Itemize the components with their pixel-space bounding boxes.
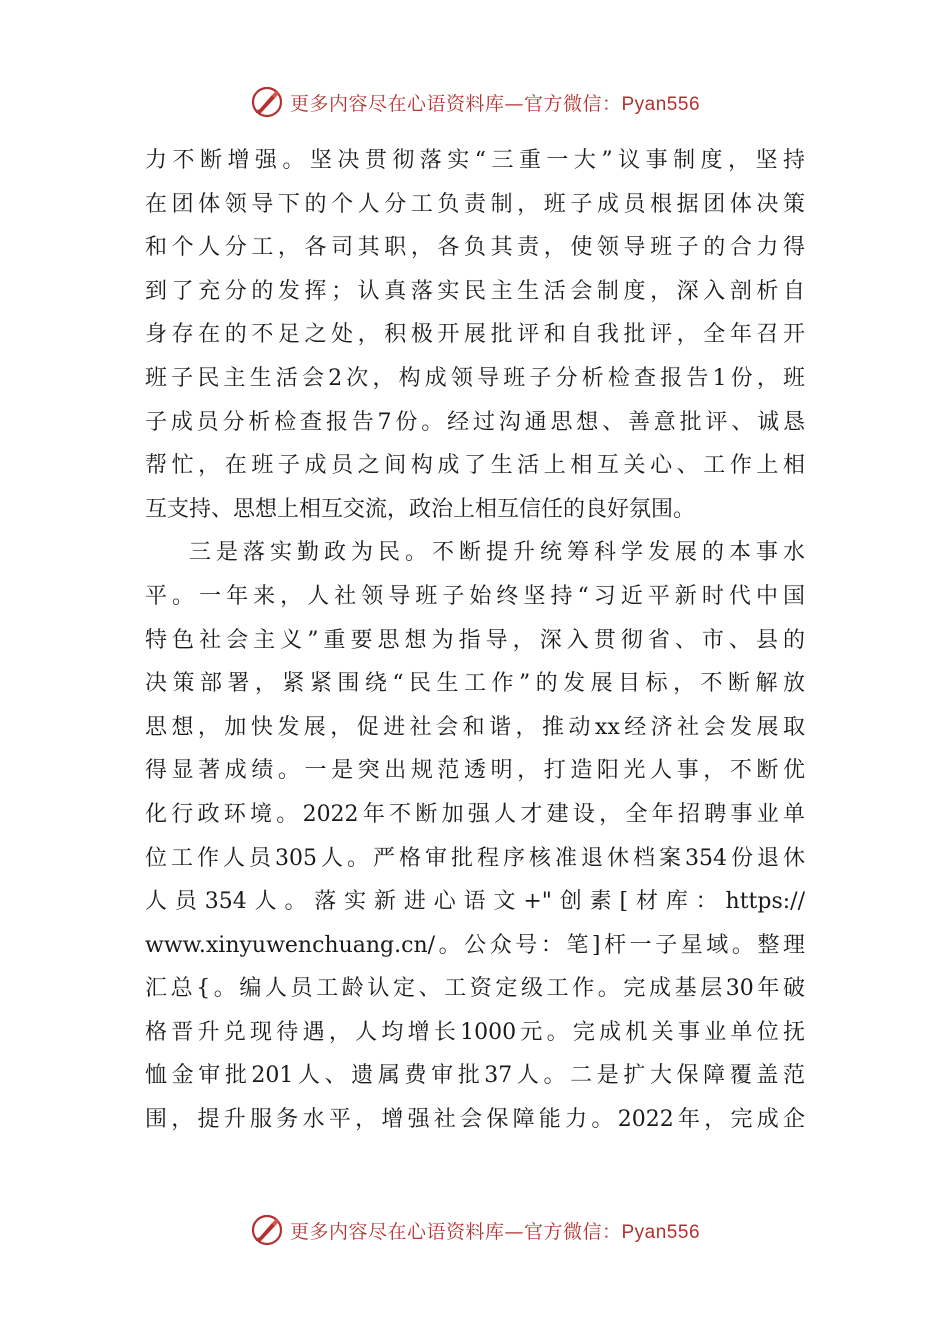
text-line: 汇总{。编人员工龄认定、工资定级工作。完成基层30年破	[145, 976, 805, 1002]
text-line: 和个人分工，各司其职，各负其责，使领导班子的合力得	[145, 235, 805, 261]
text-line: 位工作人员305人。严格审批程序核准退休档案354份退休	[145, 845, 805, 871]
text-line: 身存在的不足之处，积极开展批评和自我批评，全年召开	[145, 322, 805, 348]
text-line: 得显著成绩。一是突出规范透明，打造阳光人事，不断优	[145, 758, 805, 784]
text-line: 班子民主生活会2次，构成领导班子分析检查报告1份，班	[145, 365, 805, 391]
pen-logo-icon	[250, 85, 284, 119]
text-line: 围，提升服务水平，增强社会保障能力。2022年，完成企	[145, 1107, 805, 1133]
text-line: 恤金审批201人、遗属费审批37人。二是扩大保障覆盖范	[145, 1063, 805, 1089]
footer-banner-text: 更多内容尽在心语资料库—官方微信：Pyan556	[289, 1220, 701, 1243]
text-line: 到了充分的发挥；认真落实民主生活会制度，深入剖析自	[145, 278, 805, 304]
text-line: 化行政环境。2022年不断加强人才建设，全年招聘事业单	[145, 801, 805, 827]
header-banner	[0, 80, 950, 124]
header-banner-text: 更多内容尽在心语资料库—官方微信：Pyan556	[289, 92, 701, 115]
text-line: 在团体领导下的个人分工负责制，班子成员根据团体决策	[145, 191, 805, 217]
text-line: 格晋升兑现待遇，人均增长1000元。完成机关事业单位抚	[145, 1019, 805, 1045]
text-line: 特色社会主义”重要思想为指导，深入贯彻省、市、县的	[145, 627, 805, 653]
text-line: 决策部署，紧紧围绕“民生工作”的发展目标，不断解放	[145, 671, 805, 697]
text-line: www.xinyuwenchuang.cn/。公众号：笔]杆一子星域。整理	[145, 932, 805, 958]
document-body	[145, 139, 805, 1142]
text-line: 力不断增强。坚决贯彻落实“三重一大”议事制度，坚持	[145, 148, 805, 173]
text-line: 帮忙，在班子成员之间构成了生活上相互关心、工作上相	[145, 453, 805, 479]
footer-banner	[0, 1208, 950, 1252]
text-line: 子成员分析检查报告7份。经过沟通思想、善意批评、诚恳	[145, 409, 805, 435]
text-line: 三是落实勤政为民。不断提升统筹科学发展的本事水	[189, 540, 805, 566]
pen-logo-icon	[250, 1213, 284, 1247]
text-line: 思想，加快发展，促进社会和谐，推动xx经济社会发展取	[145, 714, 805, 740]
text-line: 平。一年来，人社领导班子始终坚持“习近平新时代中国	[145, 583, 805, 609]
text-line: 互支持、思想上相互交流，政治上相互信任的良好氛围。	[145, 496, 696, 522]
text-line: 人员354人。落实新进心语文+"创素[材库：https://	[145, 889, 805, 915]
